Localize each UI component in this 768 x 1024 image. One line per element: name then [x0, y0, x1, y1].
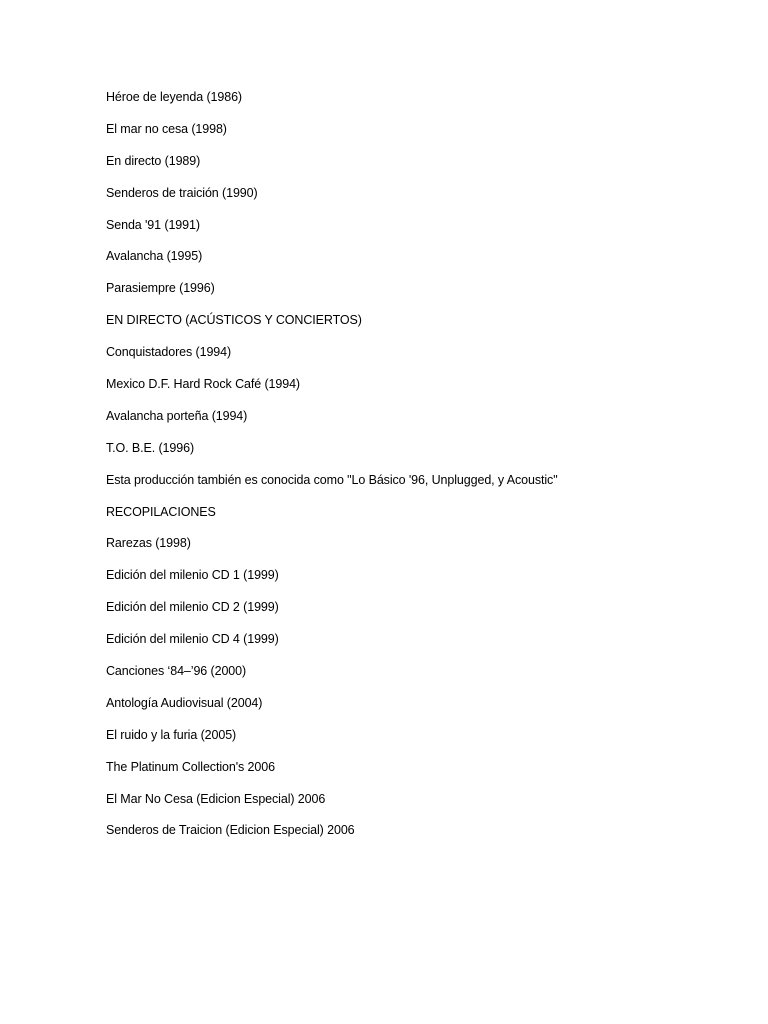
list-item: T.O. B.E. (1996) [106, 440, 195, 455]
list-item: Rarezas (1998) [106, 536, 191, 551]
list-item: Conquistadores (1994) [106, 345, 232, 360]
list-item: The Platinum Collection's 2006 [106, 759, 275, 774]
discography-list [106, 88, 746, 853]
list-item: Héroe de leyenda (1986) [106, 90, 242, 104]
section-heading: EN DIRECTO (ACÚSTICOS Y CONCIERTOS) [106, 313, 362, 328]
list-item: El ruido y la furia (2005) [106, 727, 237, 742]
list-item: Edición del milenio CD 2 (1999) [106, 600, 279, 615]
list-item: En directo (1989) [106, 153, 201, 168]
list-item: Edición del milenio CD 4 (1999) [106, 632, 279, 647]
list-item: Mexico D.F. Hard Rock Café (1994) [106, 377, 300, 392]
list-item: Antología Audiovisual (2004) [106, 695, 263, 710]
note-text: Esta producción también es conocida como "Lo Básico '96, Unplugged, y Acoustic" [106, 472, 558, 487]
list-item: El mar no cesa (1998) [106, 121, 227, 136]
list-item: El Mar No Cesa (Edicion Especial) 2006 [106, 791, 326, 806]
list-item: Avalancha (1995) [106, 249, 203, 264]
list-item: Senda '91 (1991) [106, 217, 200, 232]
list-item: Canciones ‘84–’96 (2000) [106, 664, 247, 679]
list-item: Senderos de Traicion (Edicion Especial) 2006 [106, 823, 355, 838]
list-item: Edición del milenio CD 1 (1999) [106, 568, 279, 583]
list-item: Avalancha porteña (1994) [106, 408, 248, 423]
section-heading: RECOPILACIONES [106, 504, 216, 519]
list-item: Parasiempre (1996) [106, 281, 215, 296]
list-item: Senderos de traición (1990) [106, 185, 258, 200]
